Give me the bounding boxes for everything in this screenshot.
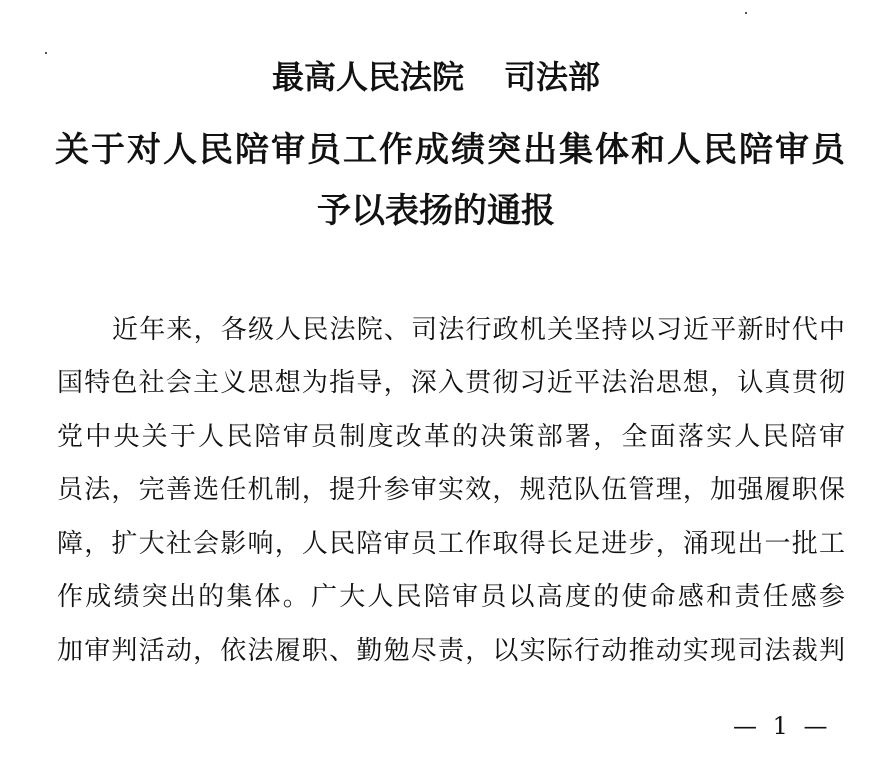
body-line: 障，扩大社会影响，人民陪审员工作取得长足进步，涌现出一批工 xyxy=(57,529,845,559)
body-line: 员法，完善选任机制，提升参审实效，规范队伍管理，加强履职保 xyxy=(57,475,845,505)
title-line-3: 予以表扬的通报 xyxy=(317,191,555,231)
body-line: 加审判活动，依法履职、勤勉尽责，以实际行动推动实现司法裁判 xyxy=(57,636,845,666)
scan-speck xyxy=(745,12,747,14)
title-issuers xyxy=(0,52,872,98)
body-line: 党中央关于人民陪审员制度改革的决策部署，全面落实人民陪审 xyxy=(57,422,845,452)
body-line: 近年来，各级人民法院、司法行政机关坚持以习近平新时代中 xyxy=(112,315,845,345)
title-line-2: 关于对人民陪审员工作成绩突出集体和人民陪审员 xyxy=(55,130,845,170)
body-line: 国特色社会主义思想为指导，深入贯彻习近平法治思想，认真贯彻 xyxy=(57,368,845,398)
issuer-court: 最高人民法院 xyxy=(271,58,464,96)
issuer-ministry: 司法部 xyxy=(504,58,601,96)
page-number: — 1 — xyxy=(733,712,832,740)
body-line: 作成绩突出的集体。广大人民陪审员以高度的使命感和责任感参 xyxy=(57,582,845,612)
